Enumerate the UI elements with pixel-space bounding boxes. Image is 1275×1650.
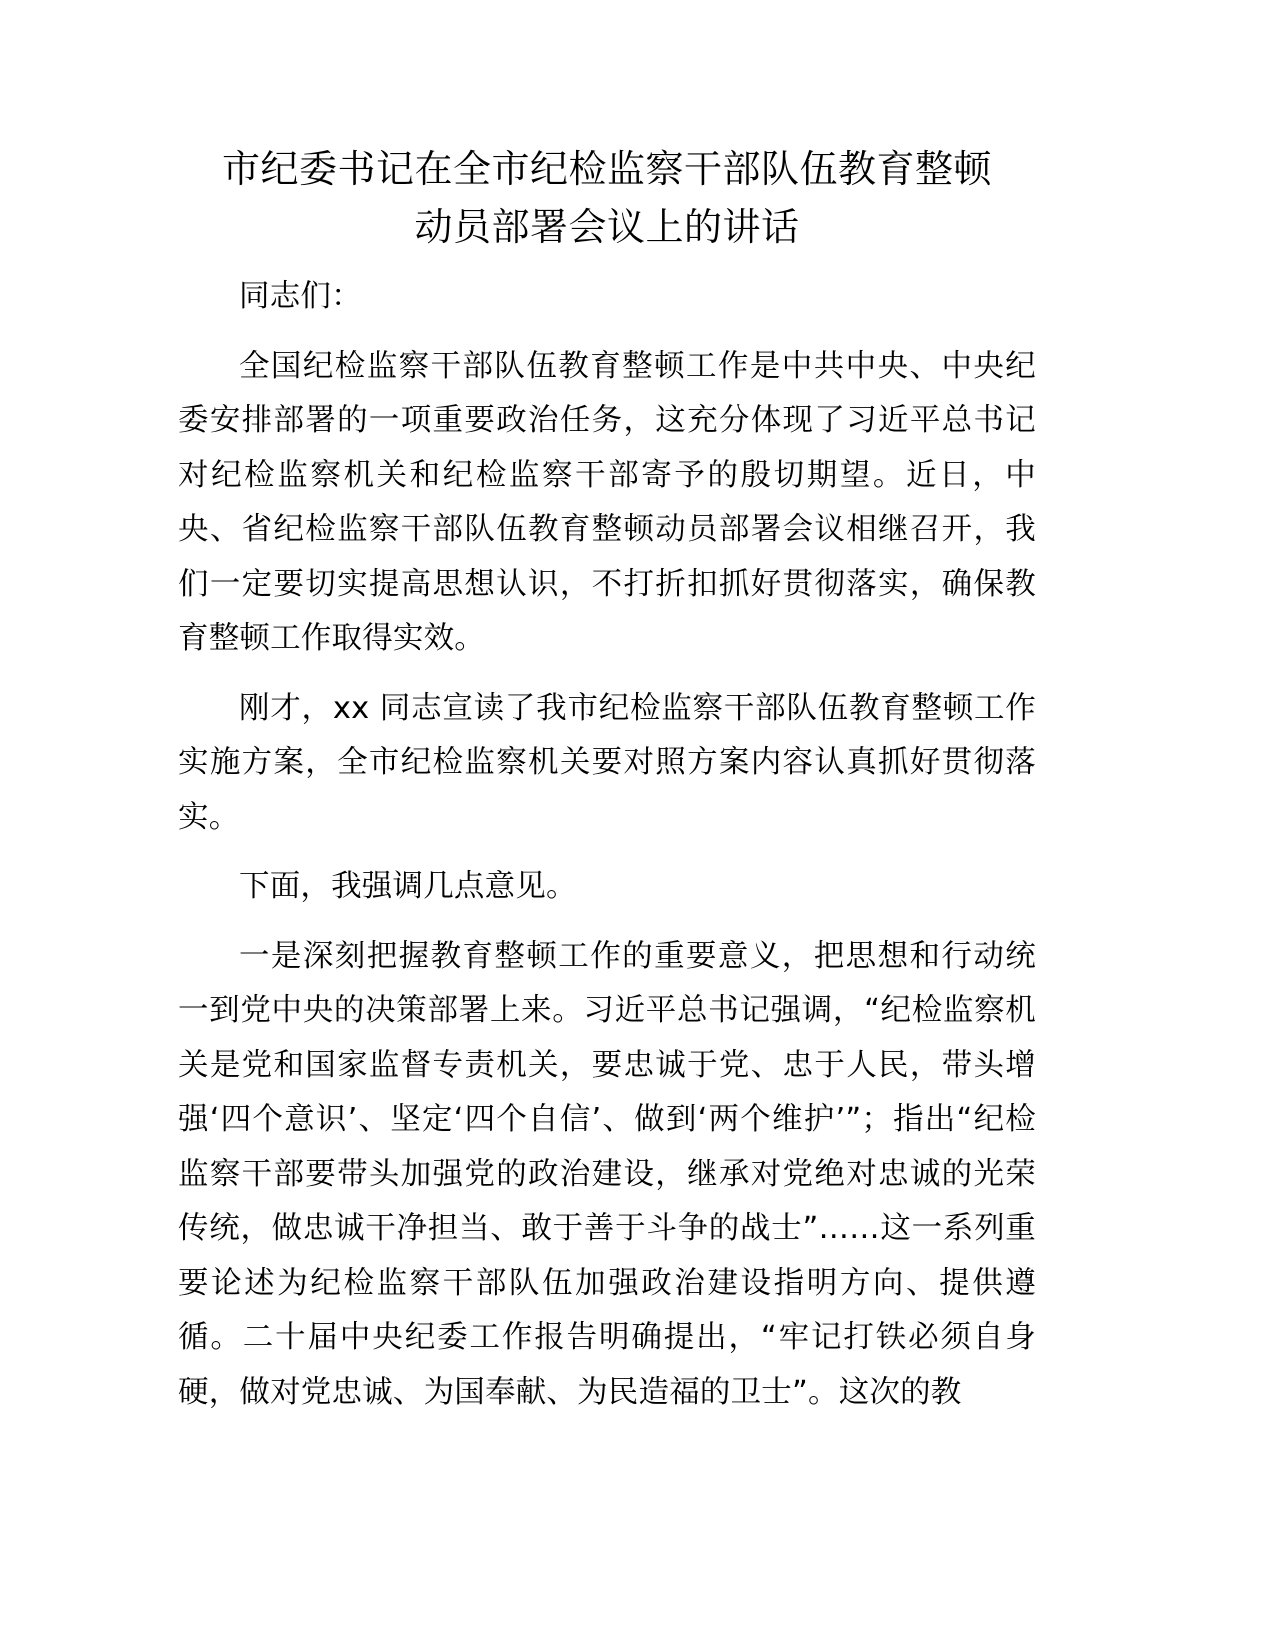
- title-line-1: 市纪委书记在全市纪检监察干部队伍教育整顿: [221, 147, 992, 191]
- document-page: [178, 140, 1036, 1420]
- paragraph-plan: 刚才，xx 同志宣读了我市纪检监察干部队伍教育整顿工作实施方案，全市纪检监察机关要对照方案内容认真抓好贯彻落实。: [178, 690, 1036, 835]
- salutation: 同志们：: [239, 279, 362, 314]
- paragraph-intro: 全国纪检监察干部队伍教育整顿工作是中共中央、中央纪委安排部署的一项重要政治任务，这充分体现了习近平总书记对纪检监察机关和纪检监察干部寄予的殷切期望。近日，中央、省纪检监察干部队伍教育整顿动员部署会议相继召开，我们一定要切实提高思想认识，不打折扣抓好贯彻落实，确保教育整顿工作取得实效。: [178, 348, 1036, 656]
- paragraph-point-one: 一是深刻把握教育整顿工作的重要意义，把思想和行动统一到党中央的决策部署上来。习近平总书记强调，“纪检监察机关是党和国家监督专责机关，要忠诚于党、忠于人民，带头增强‘四个意识’、坚定‘四个自信’、做到‘两个维护’”；指出“纪检监察干部要带头加强党的政治建设，继承对党绝对忠诚的光荣传统，做忠诚干净担当、敢于善于斗争的战士”……这一系列重要论述为纪检监察干部队伍加强政治建设指明方向、提供遵循。二十届中央纪委工作报告明确提出，“牢记打铁必须自身硬，做对党忠诚、为国奉献、为民造福的卫士”。这次的教: [178, 938, 1036, 1410]
- document-title: [168, 140, 1046, 256]
- title-line-2: 动员部署会议上的讲话: [414, 205, 800, 249]
- paragraph-points-intro: 下面，我强调几点意见。: [239, 869, 577, 904]
